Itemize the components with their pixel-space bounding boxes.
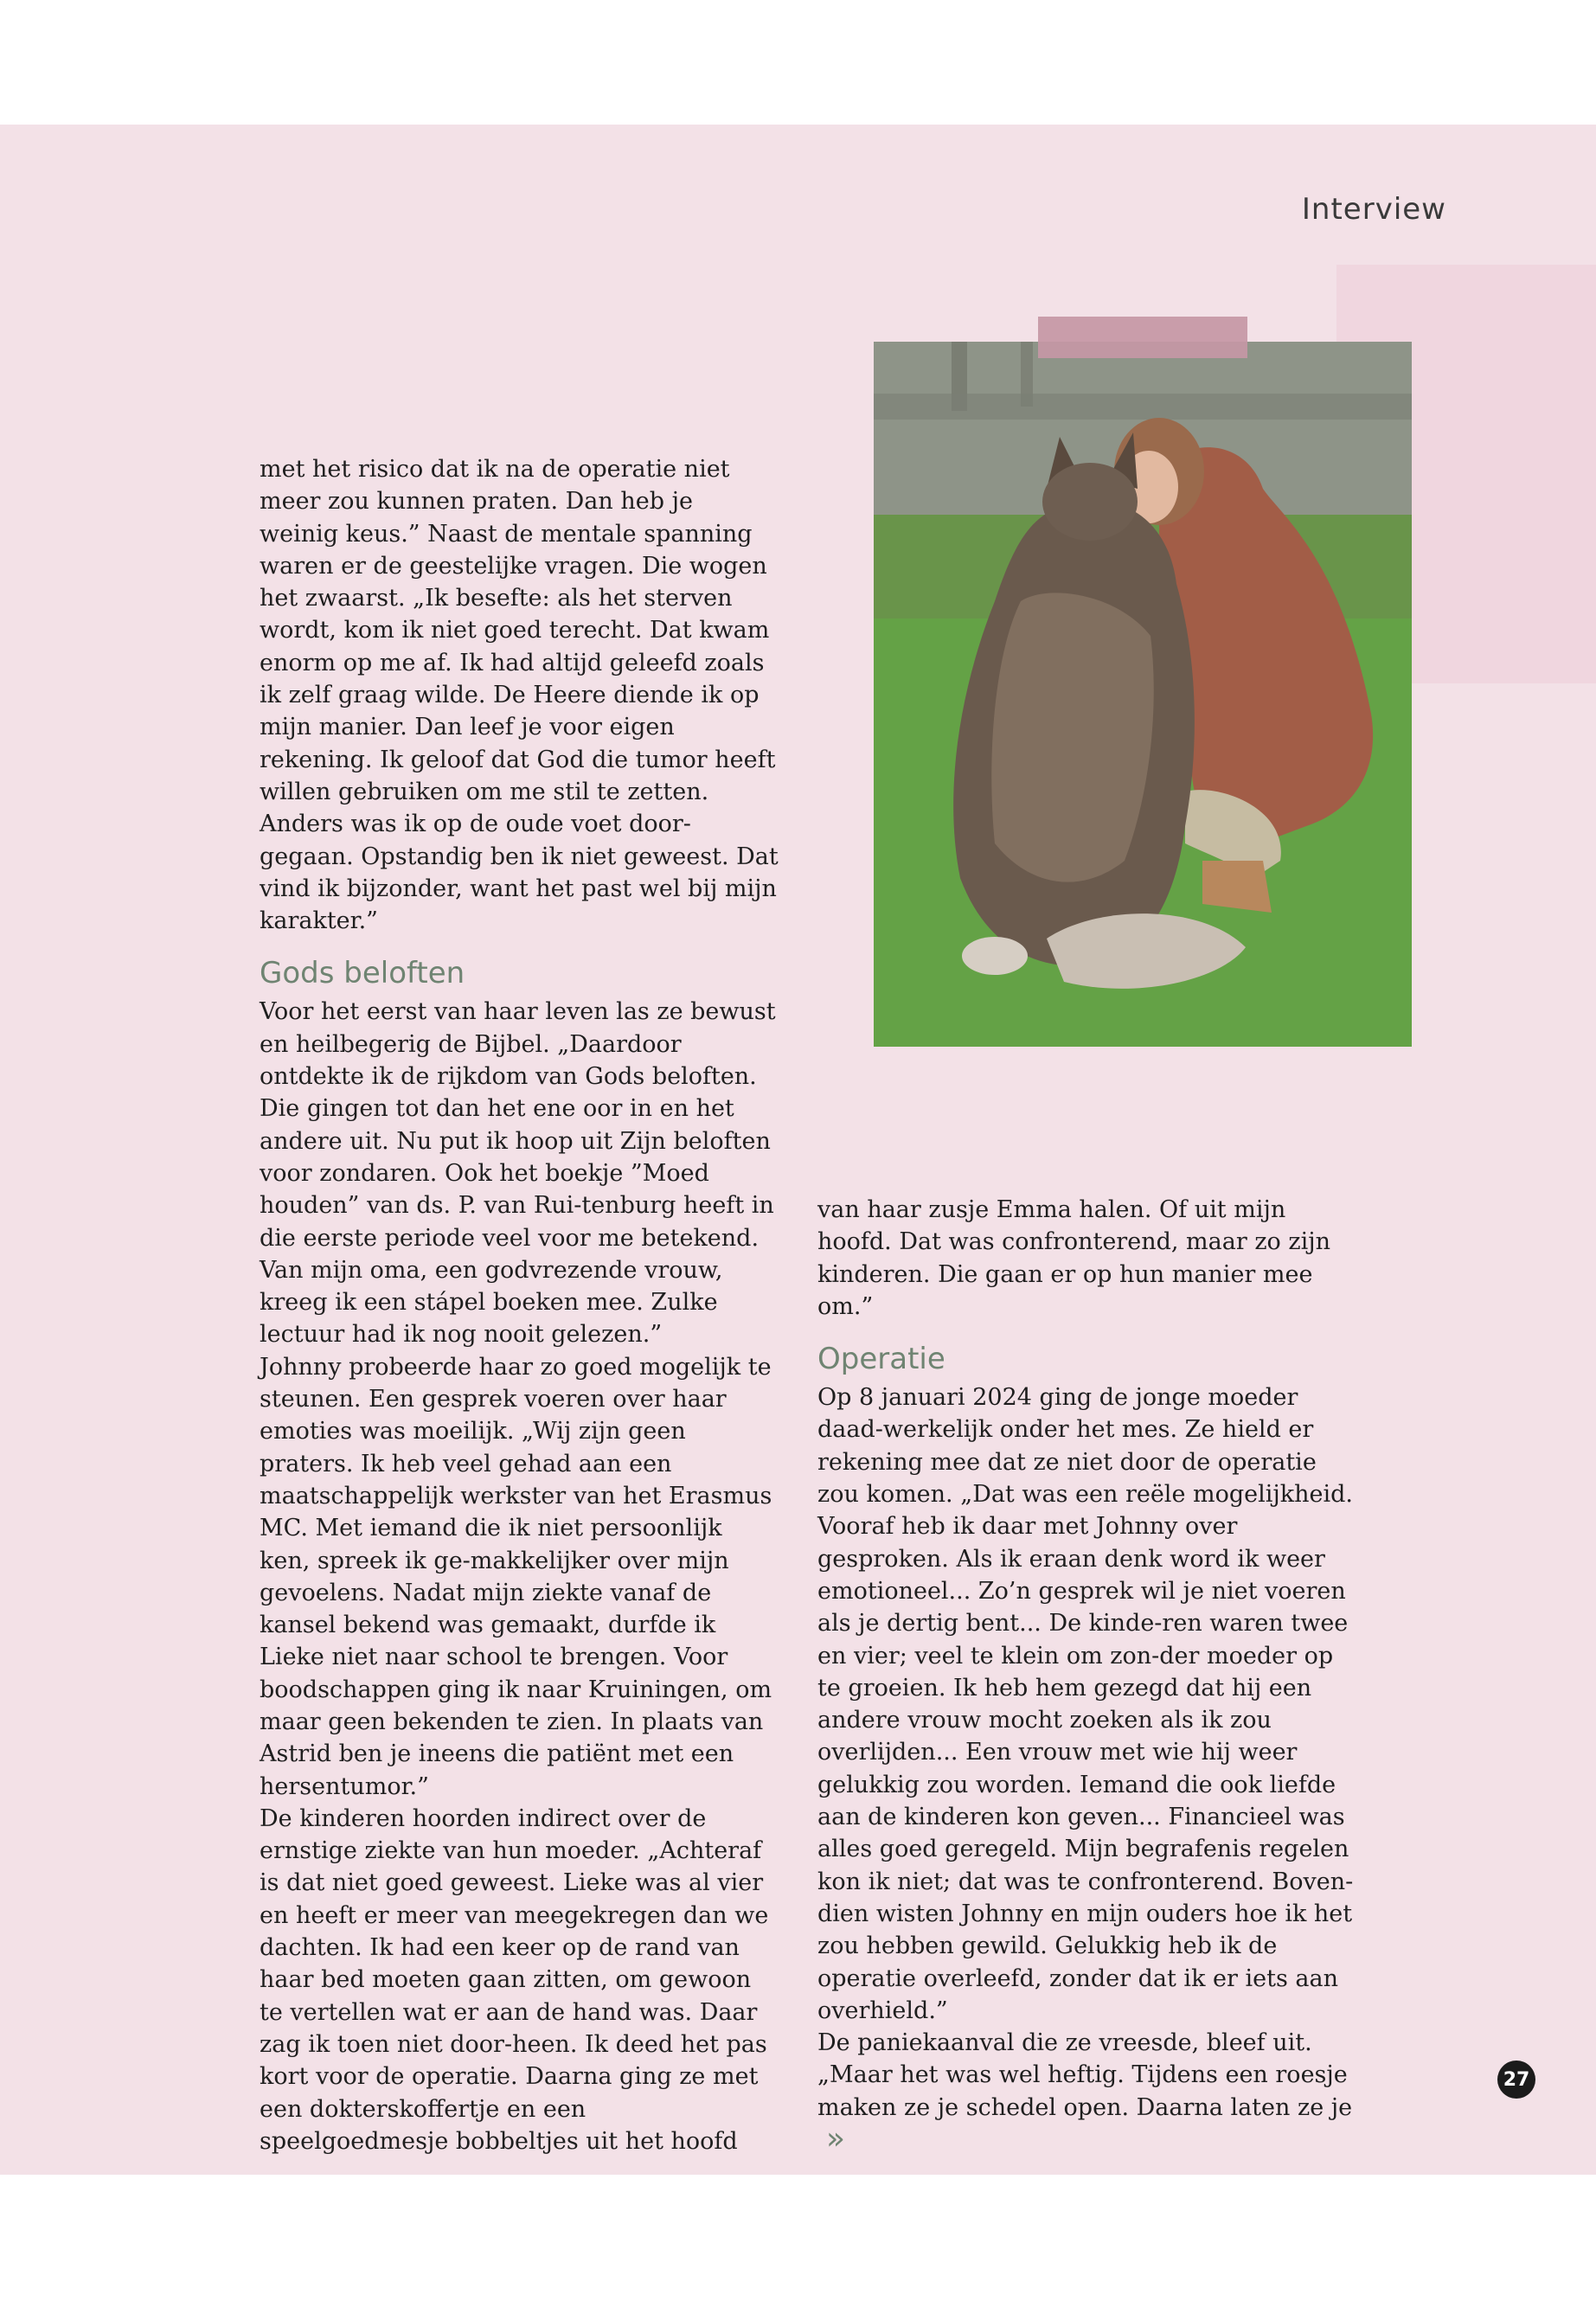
article-column-right [817, 1194, 1354, 2156]
paragraph-text: De paniekaanval die ze vreesde, bleef uit. „Maar het was wel heftig. Tijdens een roesje maken ze je schedel open. Daarna laten ze je [817, 2029, 1353, 2121]
page-number-badge: 27 [1497, 2061, 1535, 2099]
photo-illustration [874, 342, 1412, 1047]
paragraph: De kinderen hoorden indirect over de ernstige ziekte van hun moeder. „Achteraf is dat niet goed geweest. Lieke was al vier en heeft er meer van meegekregen dan we dachten. Ik had een keer op de rand van haar bed moeten gaan zitten, om gewoon te vertellen wat er aan de hand was. Daar zag ik toen niet door-heen. Ik deed het pas kort voor de operatie. Daarna ging ze met een dokterskoffertje en een speelgoedmesje bobbeltjes uit het hoofd [260, 1804, 769, 2155]
photo-woman-with-dog [874, 342, 1412, 1047]
continue-arrow-icon: » [826, 2121, 839, 2157]
paragraph: Johnny probeerde haar zo goed mogelijk te steunen. Een gesprek voeren over haar emoties was moeilijk. „Wij zijn geen praters. Ik heb veel gehad aan een maatschappelijk werkster van het Erasmus MC. Met iemand die ik niet persoonlijk ken, spreek ik ge-makkelijker over mijn gevoelens. Nadat mijn ziekte vanaf de kansel bekend was gemaakt, durfde ik Lieke niet naar school te brengen. Voor boodschappen ging ik naar Kruiningen, om maar geen bekenden te zien. In plaats van Astrid ben je ineens die patiënt met een hersentumor.” [260, 1353, 772, 1800]
paragraph: van haar zusje Emma halen. Of uit mijn hoofd. Dat was confronterend, maar zo zijn kinderen. Die gaan er op hun manier mee om.” [817, 1196, 1330, 1320]
subheading-operatie: Operatie [817, 1342, 945, 1377]
subheading-gods-beloften: Gods beloften [260, 956, 465, 991]
decorative-tape [1038, 317, 1247, 358]
article-column-left [260, 453, 779, 2157]
paragraph: Op 8 januari 2024 ging de jonge moeder daad-werkelijk onder het mes. Ze hield er rekening mee dat ze niet door de operatie zou komen. „Dat was een reële mogelijkheid. Vooraf heb ik daar met Johnny over gesproken. Als ik eraan denk word ik weer emotioneel... Zo’n gesprek wil je niet voeren als je dertig bent... De kinde-ren waren twee en vier; veel te klein om zon-der moeder op te groeien. Ik heb hem gezegd dat hij een andere vrouw mocht zoeken als ik zou overlijden... Een vrouw met wie hij weer gelukkig zou worden. Iemand die ook liefde aan de kinderen kon geven... Financieel was alles goed geregeld. Mijn begrafenis regelen kon ik niet; dat was te confronterend. Boven-dien wisten Johnny en mijn ouders hoe ik het zou hebben gewild. Gelukkig heb ik de operatie overleefd, zonder dat ik er iets aan overhield.” [817, 1384, 1354, 2024]
section-label: Interview [1301, 192, 1446, 227]
paragraph: met het risico dat ik na de operatie niet meer zou kunnen praten. Dan heb je weinig keus.” Naast de mentale spanning waren er de geestelijke vragen. Die wogen het zwaarst. „Ik besefte: als het sterven wordt, kom ik niet goed terecht. Dat kwam enorm op me af. Ik had altijd geleefd zoals ik zelf graag wilde. De Heere diende ik op mijn manier. Dan leef je voor eigen rekening. Ik geloof dat God die tumor heeft willen gebruiken om me stil te zetten. Anders was ik op de oude voet door-gegaan. Opstandig ben ik niet geweest. Dat vind ik bijzonder, want het past wel bij mijn karakter.” [260, 456, 779, 935]
paragraph: Voor het eerst van haar leven las ze bewust en heilbegerig de Bijbel. „Daardoor ontdekte ik de rijkdom van Gods beloften. Die gingen tot dan het ene oor in en het andere uit. Nu put ik hoop uit Zijn beloften voor zondaren. Ook het boekje ”Moed houden” van ds. P. van Rui-tenburg heeft in die eerste periode veel voor me betekend. Van mijn oma, een godvrezende vrouw, kreeg ik een stápel boeken mee. Zulke lectuur had ik nog nooit gelezen.” [260, 998, 776, 1349]
paragraph-last [817, 2027, 1354, 2156]
